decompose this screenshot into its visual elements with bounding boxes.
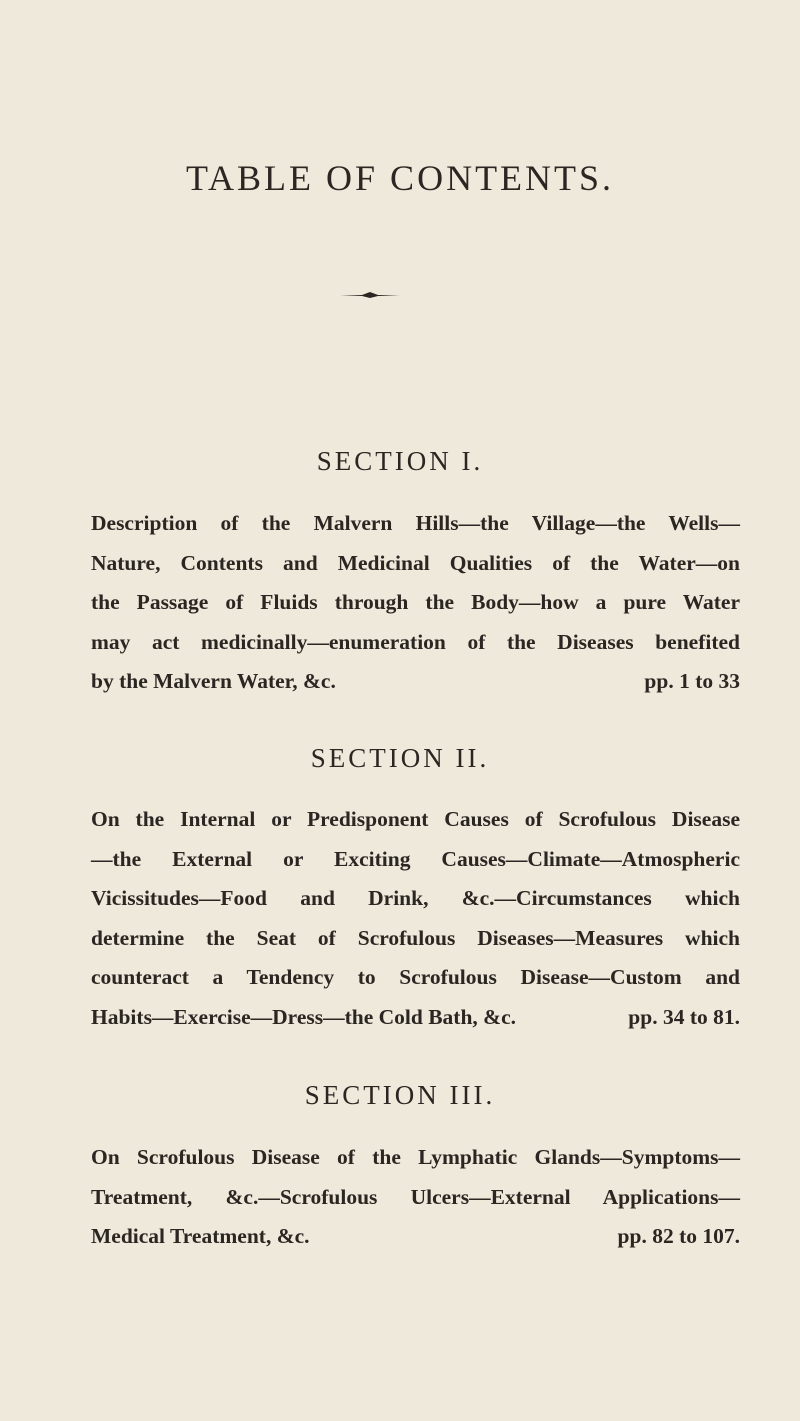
section-2-line: Vicissitudes—Food and Drink, &c.—Circumstances which bbox=[91, 886, 740, 910]
section-2-last-line bbox=[91, 998, 740, 1038]
section-1-line: Description of the Malvern Hills—the Village—the Wells— bbox=[91, 511, 740, 535]
section-3-heading: SECTION III. bbox=[304, 1080, 496, 1110]
section-2-pages: pp. 34 to 81. bbox=[628, 1004, 740, 1029]
section-1-line: Nature, Contents and Medicinal Qualities of the Water—on bbox=[91, 550, 740, 575]
section-1-body bbox=[91, 504, 740, 702]
section-2-line: determine the Seat of Scrofulous Diseases—Measures which bbox=[91, 925, 740, 950]
section-3-line: On Scrofulous Disease of the Lymphatic Glands—Symptoms— bbox=[91, 1145, 740, 1169]
section-3-pages: pp. 82 to 107. bbox=[617, 1224, 740, 1248]
section-1-line: the Passage of Fluids through the Body—how a pure Water bbox=[91, 590, 740, 614]
section-3-body bbox=[91, 1138, 740, 1257]
section-2-last-text: Habits—Exercise—Dress—the Cold Bath, &c. bbox=[91, 1004, 517, 1029]
page-title: TABLE OF CONTENTS. bbox=[185, 158, 615, 198]
section-3-line: Treatment, &c.—Scrofulous Ulcers—External Applications— bbox=[91, 1184, 740, 1209]
section-1-pages: pp. 1 to 33 bbox=[644, 669, 740, 693]
section-2-line: —the External or Exciting Causes—Climate—Atmospheric bbox=[91, 846, 740, 871]
divider-ornament bbox=[340, 291, 400, 299]
section-2-heading: SECTION II. bbox=[310, 743, 490, 773]
section-2-line: counteract a Tendency to Scrofulous Disease—Custom and bbox=[91, 965, 740, 989]
section-3-last-text: Medical Treatment, &c. bbox=[91, 1224, 310, 1248]
section-3-last-line bbox=[91, 1217, 740, 1257]
section-2-line: On the Internal or Predisponent Causes of Scrofulous Disease bbox=[91, 807, 740, 831]
section-1-last-line bbox=[91, 662, 740, 702]
section-2-body bbox=[91, 800, 740, 1037]
section-1-heading: SECTION I. bbox=[316, 446, 484, 476]
section-1-last-text: by the Malvern Water, &c. bbox=[91, 669, 336, 693]
section-1-line: may act medicinally—enumeration of the Diseases benefited bbox=[91, 629, 740, 654]
